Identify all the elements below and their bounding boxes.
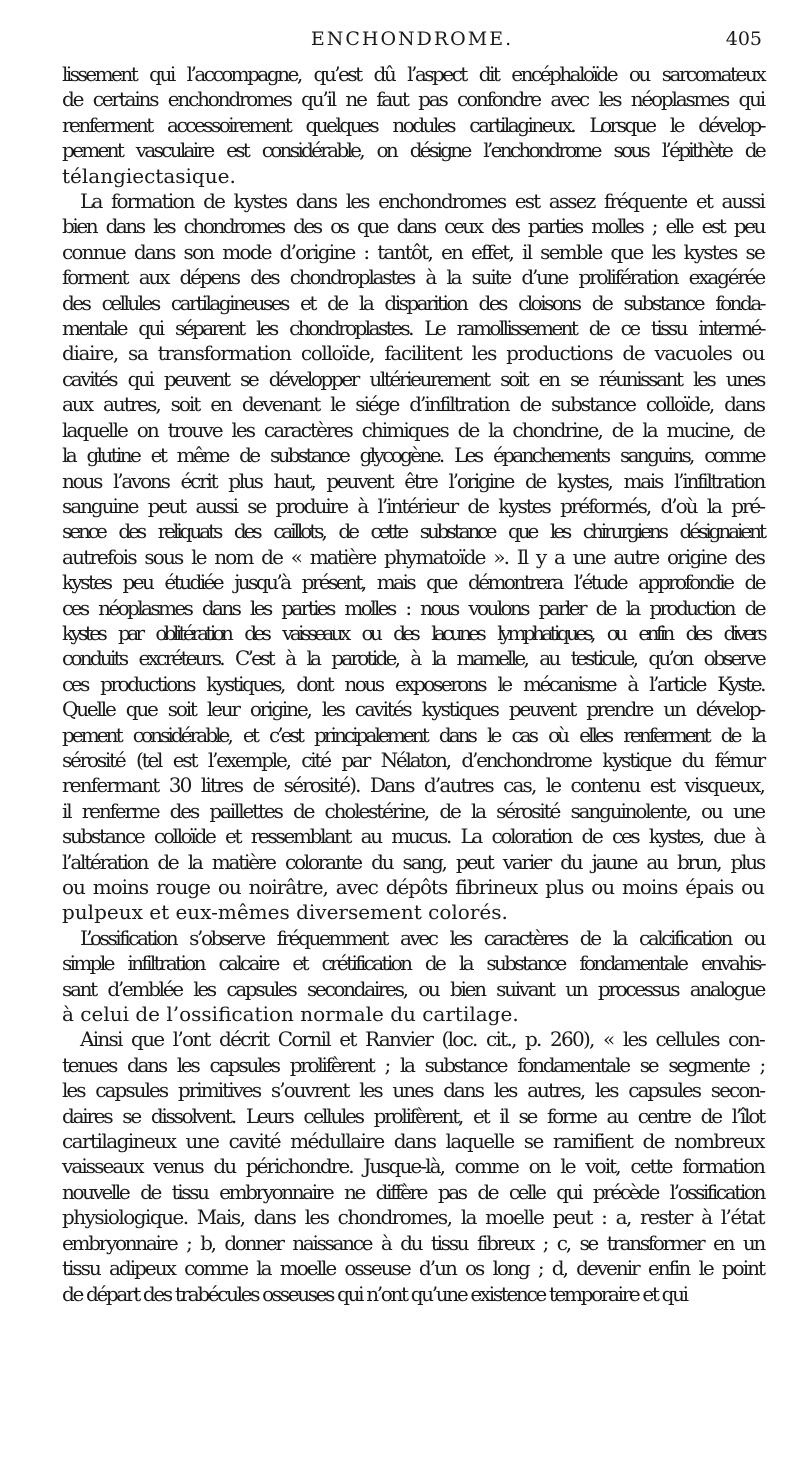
text-line: il renferme des paillettes de cholestérine, de la sérosité sanguinolente, ou une <box>62 798 764 823</box>
text-line: diaire, sa transformation colloïde, facilitent les productions de vacuoles ou <box>62 341 764 366</box>
text-line: daires se dissolvent. Leurs cellules prolifèrent, et il se forme au centre de l’îlot <box>62 1103 764 1128</box>
text-line: sant d’emblée les capsules secondaires, ou bien suivant un processus analogue <box>62 976 764 1001</box>
text-line: kystes peu étudiée jusqu’à présent, mais que démontrera l’étude approfondie de <box>62 570 764 595</box>
text-line: tenues dans les capsules prolifèrent ; la substance fondamentale se segmente ; <box>62 1052 764 1077</box>
paragraph <box>62 1027 764 1306</box>
text-line: Quelle que soit leur origine, les cavités kystiques peuvent prendre un dévelop- <box>62 697 764 722</box>
text-line: L’ossification s’observe fréquemment avec les caractères de la calcification ou <box>80 925 764 950</box>
text-line: à celui de l’ossification normale du cartilage. <box>62 1002 519 1027</box>
text-line: La formation de kystes dans les enchondromes est assez fréquente et aussi <box>80 189 764 214</box>
text-line: pulpeux et eux-mêmes diversement colorés. <box>62 900 508 925</box>
text-line: sérosité (tel est l’exemple, cité par Nélaton, d’enchondrome kystique du fémur <box>62 747 764 772</box>
text-line: les capsules primitives s’ouvrent les unes dans les autres, les capsules secon- <box>62 1078 764 1103</box>
text-line: l’altération de la matière colorante du sang, peut varier du jaune au brun, plus <box>62 849 764 874</box>
text-line: forment aux dépens des chondroplastes à la suite d’une prolifération exagérée <box>62 265 764 290</box>
text-line: cavités qui peuvent se développer ultérieurement soit en se réunissant les unes <box>62 366 764 391</box>
text-line: Ainsi que l’ont décrit Cornil et Ranvier (loc. cit., p. 260), « les cellules con- <box>80 1027 764 1052</box>
text-line: mentale qui séparent les chondroplastes. Le ramollissement de ce tissu intermé- <box>62 316 764 341</box>
text-line: embryonnaire ; b, donner naissance à du tissu fibreux ; c, se transformer en un <box>62 1230 764 1255</box>
text-line: kystes par oblitération des vaisseaux ou des lacunes lymphatiques, ou enfin des divers <box>62 620 764 645</box>
text-line: cartilagineux une cavité médullaire dans laquelle se ramifient de nombreux <box>62 1129 764 1154</box>
text-line: renferment accessoirement quelques nodules cartilagineux. Lorsque le dévelop- <box>62 112 764 137</box>
text-line: tissu adipeux comme la moelle osseuse d’un os long ; d, devenir enfin le point <box>62 1256 764 1281</box>
paragraph <box>62 926 764 1028</box>
text-line: lissement qui l’accompagne, qu’est dû l’aspect dit encéphaloïde ou sarcomateux <box>62 62 764 86</box>
paragraph <box>62 189 764 926</box>
text-line: physiologique. Mais, dans les chondromes, la moelle peut : a, rester à l’état <box>62 1205 764 1230</box>
text-line: vaisseaux venus du périchondre. Jusque-là, comme on le voit, cette formation <box>62 1154 764 1179</box>
text-line: renfermant 30 litres de sérosité). Dans d’autres cas, le contenu est visqueux, <box>62 773 764 798</box>
text-line: nous l’avons écrit plus haut, peuvent être l’origine de kystes, mais l’infiltration <box>62 468 764 493</box>
text-line: sence des reliquats des caillots, de cette substance que les chirurgiens désignaient <box>62 519 764 544</box>
running-title: ENCHONDROME. <box>310 28 514 50</box>
text-line: bien dans les chondromes des os que dans ceux des parties molles ; elle est peu <box>62 214 764 239</box>
text-line: ces néoplasmes dans les parties molles : nous voulons parler de la production de <box>62 595 764 620</box>
running-head <box>62 28 762 52</box>
text-line: sanguine peut aussi se produire à l’intérieur de kystes préformés, d’où la pré- <box>62 493 764 518</box>
body-text <box>62 62 764 1307</box>
text-line: de départ des trabécules osseuses qui n’ont qu’une existence temporaire et qui <box>62 1281 687 1306</box>
text-line: substance colloïde et ressemblant au mucus. La coloration de ces kystes, due à <box>62 824 764 849</box>
text-line: aux autres, soit en devenant le siége d’infiltration de substance colloïde, dans <box>62 392 764 417</box>
text-line: de certains enchondromes qu’il ne faut pas confondre avec les néoplasmes qui <box>62 87 764 112</box>
text-line: laquelle on trouve les caractères chimiques de la chondrine, de la mucine, de <box>62 417 764 442</box>
text-line: ou moins rouge ou noirâtre, avec dépôts fibrineux plus ou moins épais ou <box>62 875 764 899</box>
text-line: des cellules cartilagineuses et de la disparition des cloisons de substance fonda- <box>62 290 764 315</box>
text-line: connue dans son mode d’origine : tantôt, en effet, il semble que les kystes se <box>62 239 764 264</box>
text-line: pement considérable, et c’est principalement dans le cas où elles renferment de la <box>62 722 764 747</box>
text-line: pement vasculaire est considérable, on désigne l’enchondrome sous l’épithète de <box>62 138 764 163</box>
page-number: 405 <box>725 28 762 50</box>
text-line: télangiectasique. <box>62 163 236 188</box>
text-line: autrefois sous le nom de « matière phymatoïde ». Il y a une autre origine des <box>62 544 764 569</box>
text-line: conduits excréteurs. C’est à la parotide, à la mamelle, au testicule, qu’on observe <box>62 646 764 671</box>
text-line: ces productions kystiques, dont nous exposerons le mécanisme à l’article Kyste. <box>62 671 764 696</box>
paragraph <box>62 62 764 189</box>
text-line: nouvelle de tissu embryonnaire ne diffère pas de celle qui précède l’ossification <box>62 1179 764 1204</box>
text-line: simple infiltration calcaire et crétification de la substance fondamentale envahis- <box>62 951 764 976</box>
text-line: la glutine et même de substance glycogène. Les épanchements sanguins, comme <box>62 443 764 468</box>
